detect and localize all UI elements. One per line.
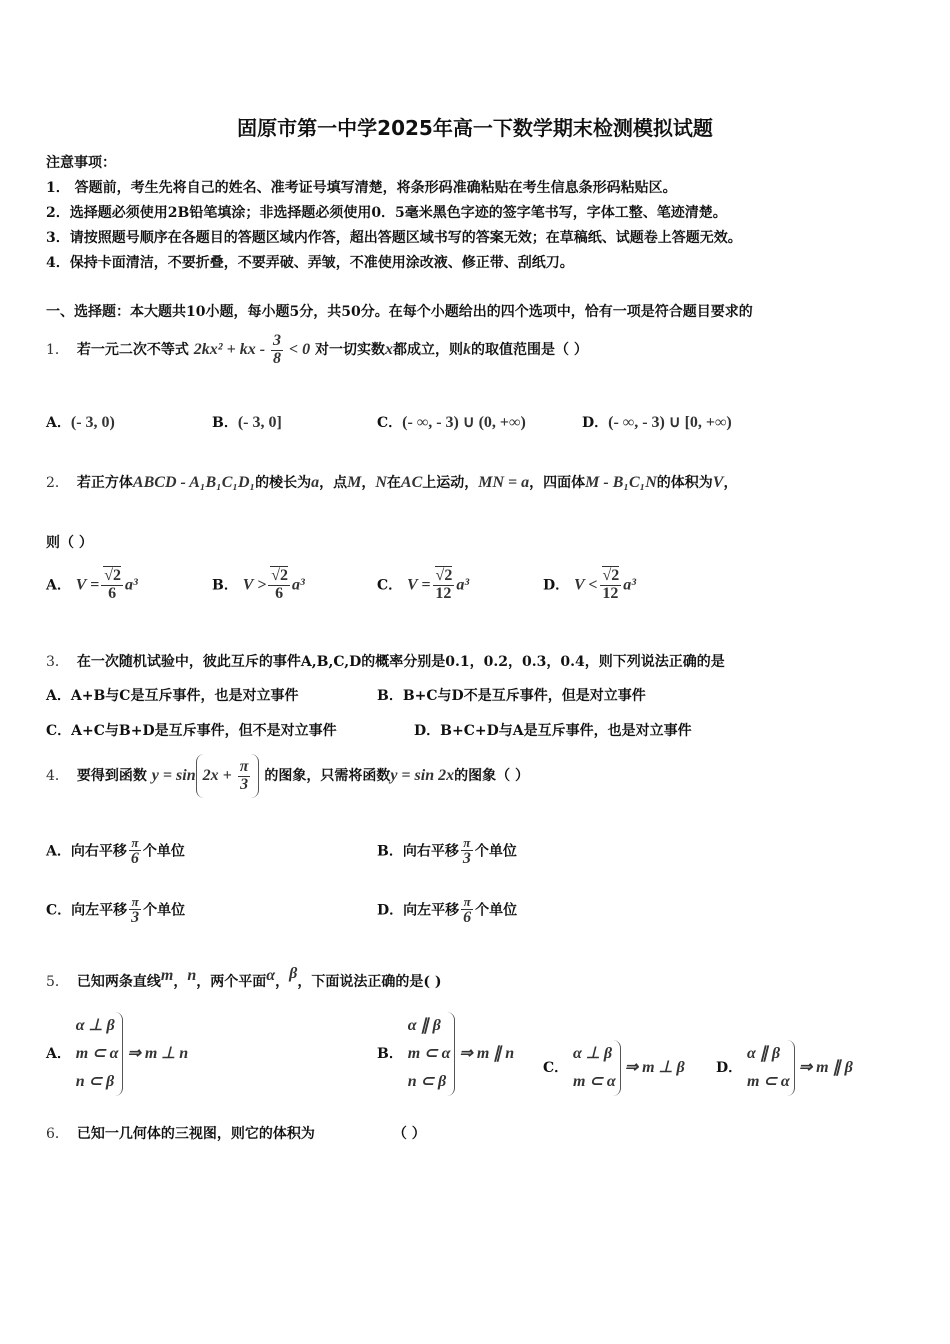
var-n: N (375, 474, 387, 491)
notice-item-3: 3．请按照题号顺序在各题目的答题区域内作答，超出答题区域书写的答案无效；在草稿纸、试题卷上答题无效。 (46, 230, 742, 246)
sqrt: √2 (602, 567, 620, 584)
fraction-den: 3 (131, 908, 140, 926)
option-label: B． (212, 415, 238, 431)
option-text: A+C与B+D是互斥事件，但不是对立事件 (71, 723, 337, 739)
var-k: k (463, 341, 472, 358)
option-label: A． (46, 1046, 71, 1062)
fraction-num (268, 568, 290, 586)
option-text: B+C+D与A是互斥事件，也是对立事件 (440, 723, 692, 739)
fraction-num: π (239, 758, 249, 776)
q5-option-b[interactable] (377, 1012, 514, 1096)
q4-option-c[interactable] (46, 895, 185, 926)
q4-option-a[interactable] (46, 836, 185, 867)
option-label: A． (46, 688, 71, 704)
q2-option-c[interactable] (377, 568, 469, 603)
fraction-num (101, 568, 123, 586)
notice-item-1: 1． 答题前，考生先将自己的姓名、准考证号填写清楚，将条形码准确粘贴在考生信息条形码粘贴区。 (46, 180, 677, 196)
option-label: C． (377, 577, 403, 594)
fraction (268, 568, 290, 603)
fraction (129, 895, 141, 926)
q5-option-c[interactable] (543, 1040, 685, 1096)
q5-text: ， (275, 974, 290, 990)
q2-text: 若正方体 (76, 475, 133, 491)
q1-text-mid2: 都成立，则 (393, 342, 464, 358)
answer-paren: （ ） (392, 1126, 426, 1142)
q1-text: 若一元二次不等式 (76, 342, 189, 358)
fraction-den: 8 (273, 349, 282, 367)
option-label: D． (716, 1060, 743, 1076)
condition: m ⊂ α (747, 1073, 790, 1090)
var-ac: AC (400, 474, 423, 491)
condition: n ⊂ β (407, 1073, 447, 1090)
sqrt: √2 (271, 567, 288, 584)
condition: m ⊂ α (407, 1045, 451, 1062)
var-a: a (311, 474, 320, 491)
q1-option-a[interactable] (46, 412, 115, 432)
condition: m ⊂ α (573, 1073, 616, 1090)
var-x: x (385, 341, 394, 358)
q1-option-c[interactable] (377, 412, 526, 432)
var-m: M (347, 474, 362, 491)
question-number: 2． (46, 475, 69, 491)
condition-system (408, 1012, 456, 1096)
fraction-num: π (461, 836, 473, 851)
notice-heading: 注意事项： (46, 155, 116, 171)
q2-text: ，点 (319, 475, 348, 491)
question-number: 4． (46, 768, 69, 784)
q4-func2: y = sin 2x (390, 767, 455, 784)
option-lhs: V = (75, 576, 100, 594)
q1-option-b[interactable] (212, 412, 282, 432)
q2-text: 的棱长为 (255, 475, 312, 491)
condition: n ⊂ β (75, 1073, 115, 1090)
page-title: 固原市第一中学2025年高一下数学期末检测模拟试题 (237, 116, 713, 140)
q4-option-b[interactable] (377, 836, 517, 867)
option-rhs: a³ (456, 576, 470, 594)
question-2 (46, 472, 737, 492)
condition-system (747, 1040, 795, 1096)
question-number: 3． (46, 654, 69, 670)
q3-option-c[interactable] (46, 720, 337, 740)
option-label: D． (543, 577, 570, 594)
q1-expr-a: 2kx² + kx - (193, 341, 270, 358)
q2-text: ，四面体 (529, 475, 586, 491)
option-label: B． (212, 577, 238, 594)
q2-cube: ABCD - A₁B₁C₁D₁ (132, 474, 256, 491)
q2-text: 上运动， (422, 475, 479, 491)
q1-option-d[interactable] (582, 412, 732, 432)
fraction (433, 568, 455, 603)
q1-inequality (193, 332, 311, 367)
q5-option-a[interactable] (46, 1012, 188, 1096)
option-label: A． (46, 415, 71, 431)
question-1 (46, 330, 588, 370)
question-6 (46, 1123, 426, 1143)
q4-func1-head: y = sin (151, 767, 196, 784)
q1-expr-b: < 0 (285, 341, 311, 358)
fraction-num: π (461, 895, 473, 910)
option-lhs: V = (407, 576, 431, 594)
q5-text-post: ，下面说法正确的是( ) (297, 974, 442, 990)
question-4 (46, 754, 529, 798)
condition: α ∥ β (407, 1017, 441, 1034)
fraction-den: 6 (275, 584, 284, 602)
fraction-den: 6 (108, 584, 117, 602)
option-text: 个单位 (474, 843, 517, 860)
fraction-den: 12 (602, 584, 619, 602)
q4-text-mid: 的图象，只需将函数 (264, 768, 391, 784)
conclusion: ⇒ m ⊥ β (624, 1059, 685, 1076)
q2-text: 在 (386, 475, 401, 491)
notice-item-2: 2．选择题必须使用2B铅笔填涂；非选择题必须使用0．5毫米黑色字迹的签字笔书写，字体工整、笔迹清楚。 (46, 205, 727, 221)
fraction-den: 6 (130, 849, 139, 867)
fraction-num: 3 (273, 332, 282, 350)
option-expr: (- ∞, - 3) ∪ [0, +∞) (608, 414, 732, 431)
notice-item-4: 4．保持卡面清洁，不要折叠，不要弄破、弄皱，不准使用涂改液、修正带、刮纸刀。 (46, 255, 574, 271)
q1-text-post: 的取值范围是（ ） (471, 342, 588, 358)
condition-system (573, 1040, 621, 1096)
q1-text-mid: 对一切实数 (315, 342, 386, 358)
var-v: V (712, 474, 724, 491)
fraction (101, 568, 123, 603)
option-label: D． (414, 723, 441, 739)
question-number: 5． (46, 974, 69, 990)
fraction (600, 568, 622, 603)
q5-option-d[interactable] (716, 1040, 853, 1096)
fraction-num: π (129, 895, 141, 910)
option-label: B． (377, 843, 403, 860)
var-n: n (187, 967, 197, 984)
q2-tetrahedron: M - B₁C₁N (585, 474, 657, 491)
option-label: C． (377, 415, 403, 431)
fraction (461, 895, 473, 926)
option-expr: (- ∞, - 3) ∪ (0, +∞) (402, 414, 526, 431)
option-expr: (- 3, 0) (70, 414, 115, 431)
conclusion: ⇒ m ∥ n (459, 1045, 515, 1062)
question-5 (46, 958, 441, 998)
option-text: 个单位 (143, 902, 186, 919)
q3-text: 在一次随机试验中，彼此互斥的事件A,B,C,D的概率分别是0.1，0.2，0.3，0.4，则下列说法正确的是 (76, 654, 725, 670)
condition: α ⊥ β (573, 1045, 613, 1062)
option-text: 向右平移 (70, 843, 127, 860)
var-alpha: α (266, 967, 276, 984)
sqrt: √2 (104, 567, 122, 584)
option-rhs: a³ (623, 576, 637, 594)
fraction-num (600, 568, 622, 586)
option-lhs: V > (242, 576, 267, 594)
fraction-den: 12 (435, 584, 452, 602)
option-label: A． (46, 577, 71, 594)
fraction-den: 3 (462, 849, 471, 867)
question-number: 6． (46, 1126, 69, 1142)
option-rhs: a³ (125, 576, 138, 594)
option-label: C． (46, 723, 72, 739)
q3-option-b[interactable] (377, 685, 646, 705)
question-number: 1． (46, 342, 69, 358)
q2-option-d[interactable] (543, 568, 636, 603)
q4-func1-arg: 2x + (202, 767, 236, 784)
fraction-num (433, 568, 455, 586)
fraction-num: π (129, 836, 141, 851)
q2-option-b[interactable] (212, 568, 305, 603)
conclusion: ⇒ m ⊥ n (127, 1045, 189, 1062)
q6-text: 已知一几何体的三视图，则它的体积为 (76, 1126, 315, 1142)
q4-option-d[interactable] (377, 895, 517, 926)
sqrt: √2 (435, 567, 453, 584)
option-label: D． (582, 415, 609, 431)
option-label: C． (543, 1060, 569, 1076)
option-text: 个单位 (475, 902, 518, 919)
fraction-den: 6 (463, 908, 472, 926)
option-lhs: V < (574, 576, 598, 594)
option-text: 向左平移 (71, 902, 128, 919)
option-text: A+B与C是互斥事件，也是对立事件 (70, 688, 299, 704)
q2-line2: 则（ ） (46, 535, 93, 551)
q2-text: ， (361, 475, 376, 491)
option-text: 向左平移 (403, 902, 460, 919)
q3-option-a[interactable] (46, 685, 298, 705)
option-text: 向右平移 (402, 843, 459, 860)
q2-text: ， (723, 475, 738, 491)
option-expr: (- 3, 0] (237, 414, 282, 431)
fraction (271, 333, 283, 368)
q2-option-a[interactable] (46, 568, 138, 603)
option-label: B． (377, 1046, 403, 1062)
condition-system (76, 1012, 124, 1096)
fraction (238, 759, 251, 794)
option-text: 个单位 (142, 843, 185, 860)
option-label: C． (46, 902, 72, 919)
fraction-den: 3 (240, 775, 249, 793)
q4-text: 要得到函数 (76, 768, 147, 784)
q3-option-d[interactable] (414, 720, 692, 740)
q2-mn: MN = a (478, 474, 530, 491)
q4-paren (196, 754, 260, 798)
condition: α ∥ β (747, 1045, 781, 1062)
option-text: B+C与D不是互斥事件，但是对立事件 (402, 688, 646, 704)
q2-text: 的体积为 (656, 475, 713, 491)
q5-text: ， (173, 974, 188, 990)
fraction (461, 836, 473, 867)
fraction (129, 836, 141, 867)
var-m: m (160, 967, 174, 984)
section-heading: 一、选择题：本大题共10小题，每小题5分，共50分。在每个小题给出的四个选项中，恰有一项是符合题目要求的 (46, 304, 753, 320)
condition: α ⊥ β (75, 1017, 115, 1034)
option-label: B． (377, 688, 403, 704)
q5-text: ，两个平面 (196, 974, 267, 990)
condition: m ⊂ α (75, 1045, 119, 1062)
option-label: A． (46, 843, 71, 860)
conclusion: ⇒ m ∥ β (798, 1059, 853, 1076)
var-beta: β (289, 965, 298, 982)
q4-text-post: 的图象（ ） (454, 768, 529, 784)
option-rhs: a³ (292, 576, 305, 594)
option-label: D． (377, 902, 404, 919)
question-3 (46, 651, 725, 671)
q5-text: 已知两条直线 (76, 974, 161, 990)
